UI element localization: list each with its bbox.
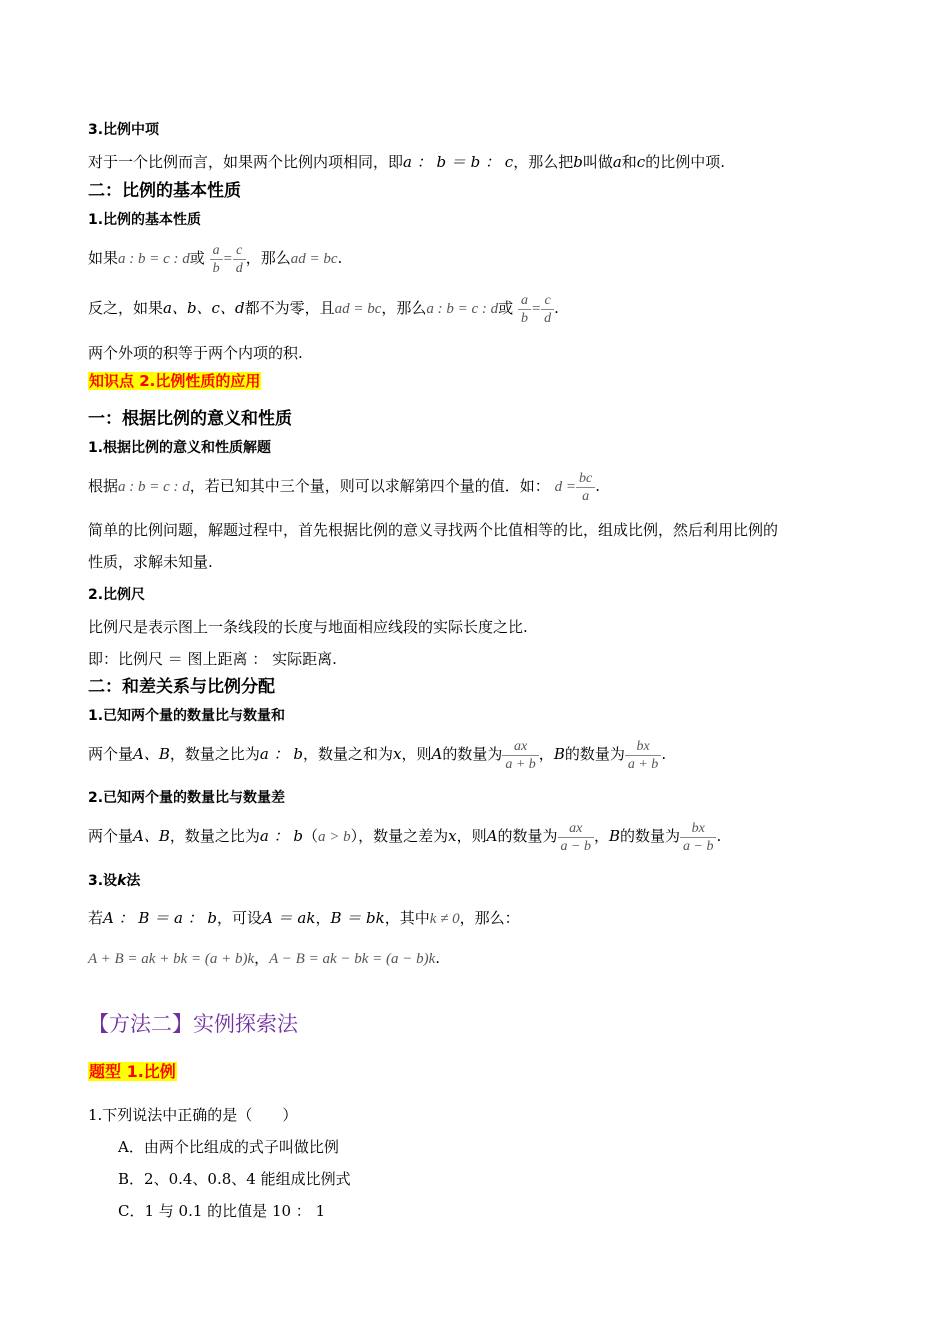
text: 若: [88, 909, 104, 927]
text: ，数量之和为: [302, 745, 393, 763]
subheading-k-method: [88, 871, 140, 891]
math: ad = bc: [334, 301, 382, 317]
math: x: [448, 827, 457, 845]
text: ，则: [401, 745, 432, 763]
text: 或: [189, 249, 205, 267]
math: a : b = c : d: [118, 251, 190, 267]
math: a ： b: [259, 827, 303, 845]
text: ，: [593, 827, 609, 845]
text: 3.设: [88, 873, 118, 889]
fraction-bc-a: $\frac{bc}{a}$: [576, 470, 595, 505]
text: ，那么: [381, 299, 427, 317]
fraction-c-d: $\frac{c}{d}$: [233, 242, 246, 277]
text: ，数量之比为: [169, 745, 260, 763]
text: .: [435, 949, 441, 967]
math: A − B = ak − bk = (a − b)k: [269, 951, 436, 967]
text: .: [661, 745, 667, 763]
math: a: [612, 153, 622, 171]
math: =: [530, 301, 542, 317]
math: a ： b: [259, 745, 303, 763]
text: ，: [254, 949, 270, 967]
scale-line1: 比例尺是表示图上一条线段的长度与地面相应线段的实际长度之比.: [88, 618, 528, 636]
text: 根据: [88, 477, 119, 495]
option-b: B．2、0.4、0.8、4 能组成比例式: [118, 1170, 351, 1188]
math: x: [393, 745, 402, 763]
fraction-ax-amb: $\frac{ax}{a - b}$: [558, 820, 594, 855]
text: .: [554, 299, 559, 317]
knowledge-point-2: [88, 371, 261, 391]
math: B: [553, 745, 565, 763]
text: 法: [126, 873, 141, 889]
text: 或: [498, 299, 514, 317]
text: .: [595, 477, 600, 495]
math: a : b = c : d: [118, 479, 190, 495]
solve-line3: 性质，求解未知量.: [88, 553, 213, 571]
subheading-scale: 2.比例尺: [88, 587, 146, 603]
fraction-a-b: $\frac{a}{b}$: [210, 242, 223, 277]
question-1: 1.下列说法中正确的是（ ）: [88, 1106, 298, 1124]
text: ，那么：: [459, 909, 520, 927]
text: 叫做: [582, 153, 613, 171]
math: A、B: [133, 827, 170, 845]
text: 的数量为: [497, 827, 558, 845]
text: 和: [621, 153, 637, 171]
math: a ： b ＝ b ： c: [403, 153, 514, 171]
math: A、B: [133, 745, 170, 763]
sum-line: [88, 736, 666, 773]
text: .: [337, 249, 343, 267]
text: ，数量之比为: [169, 827, 260, 845]
highlight-label: 知识点 2.比例性质的应用: [89, 372, 261, 390]
text: ，其中: [384, 909, 430, 927]
fraction-c-d: $\frac{c}{d}$: [541, 292, 554, 327]
method-two-heading: 【方法二】实例探索法: [88, 1012, 298, 1036]
math: c: [636, 153, 646, 171]
math: ad = bc: [290, 251, 338, 267]
text: ，: [315, 909, 331, 927]
math: a、b、c、d: [163, 299, 245, 317]
basic-property-line3: 两个外项的积等于两个内项的积.: [88, 344, 303, 362]
math: k: [117, 873, 127, 889]
solve-line1: [88, 468, 600, 505]
text: 如果: [88, 249, 119, 267]
text: ，可设: [217, 909, 263, 927]
text: ，则: [456, 827, 487, 845]
text: ，若已知其中三个量，则可以求解第四个量的值．如：: [189, 477, 550, 495]
math: b: [573, 153, 583, 171]
proportional-mean-text: [88, 152, 725, 172]
heading-sum-diff: 二：和差关系与比例分配: [88, 677, 275, 697]
section-title-proportional-mean: 3.比例中项: [88, 122, 160, 138]
basic-property-line2: [88, 290, 559, 327]
fraction-ax-apb: $\frac{ax}{a + b}$: [502, 738, 538, 773]
solve-line2: 简单的比例问题，解题过程中，首先根据比例的意义寻找两个比值相等的比，组成比例，然后利用比例的: [88, 521, 779, 539]
k-method-line2: [88, 948, 440, 969]
k-method-line1: [88, 908, 520, 929]
text: 的数量为: [620, 827, 681, 845]
subheading-basic-property: 1.比例的基本性质: [88, 212, 202, 228]
subheading-diff: 2.已知两个量的数量比与数量差: [88, 790, 286, 806]
option-a: A．由两个比组成的式子叫做比例: [118, 1138, 339, 1156]
text: 的数量为: [564, 745, 625, 763]
text: ，数量之差为: [358, 827, 449, 845]
math: a : b = c : d: [426, 301, 499, 317]
text: 两个量: [88, 827, 134, 845]
text: ，那么: [245, 249, 291, 267]
text: .: [716, 827, 722, 845]
math: B: [608, 827, 620, 845]
fraction-a-b: $\frac{a}{b}$: [518, 292, 531, 327]
math: A + B = ak + bk = (a + b)k: [88, 951, 255, 967]
math: d =: [554, 479, 576, 495]
math: =: [222, 251, 233, 267]
highlight-label: 题型 1.比例: [89, 1062, 176, 1081]
subheading-solve: 1.根据比例的意义和性质解题: [88, 440, 272, 456]
text: ，: [538, 745, 554, 763]
fraction-bx-apb: $\frac{bx}{a + b}$: [625, 738, 661, 773]
math: A ＝ ak: [262, 909, 316, 927]
math: A: [431, 745, 443, 763]
text: 的比例中项.: [645, 153, 725, 171]
scale-line2: 即：比例尺 ＝ 图上距离 ： 实际距离.: [88, 650, 337, 668]
text: 反之，如果: [88, 299, 164, 317]
text: 都不为零，且: [244, 299, 335, 317]
diff-line: 两个量A、B，数量之比为a ： b（a > b），数量之差为x，则A的数量为 $\frac{ax}{a - b}$ ，B的数量为 $\frac{bx}{a - b}$ .: [88, 820, 722, 854]
heading-basic-property: 二：比例的基本性质: [88, 181, 241, 201]
math: B ＝ bk: [330, 909, 385, 927]
math: A ： B ＝ a ： b: [103, 909, 218, 927]
text: 的数量为: [442, 745, 503, 763]
heading-meaning-property: 一：根据比例的意义和性质: [88, 409, 292, 429]
text: 两个量: [88, 745, 134, 763]
text: 对于一个比例而言，如果两个比例内项相同，即: [88, 153, 404, 171]
math: A: [486, 827, 498, 845]
math: k ≠ 0: [429, 911, 460, 927]
math: a > b: [318, 829, 351, 845]
fraction-bx-amb: $\frac{bx}{a - b}$: [680, 820, 716, 855]
option-c: C．1 与 0.1 的比值是 10 ： 1: [118, 1202, 326, 1220]
question-type-1: [88, 1062, 177, 1082]
subheading-sum: 1.已知两个量的数量比与数量和: [88, 708, 286, 724]
text: ，那么把: [513, 153, 574, 171]
basic-property-line1: [88, 240, 342, 277]
